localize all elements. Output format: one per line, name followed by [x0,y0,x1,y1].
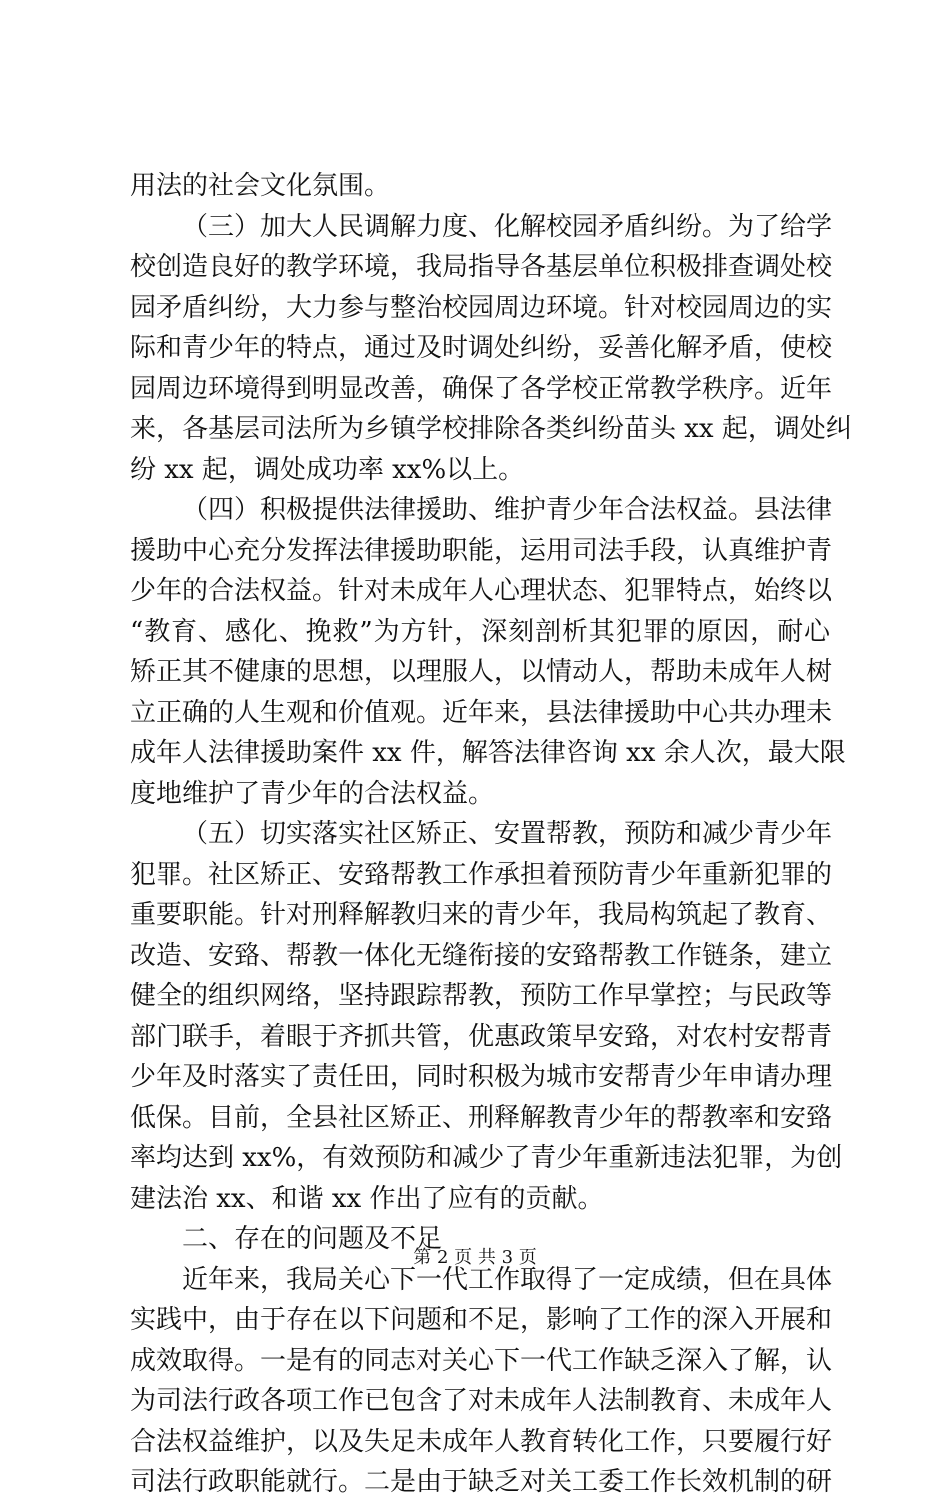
text-line: 少年的合法权益。针对未成年人心理状态、犯罪特点，始终以 [130,576,833,606]
text-line: 二、存在的问题及不足 [182,1224,443,1254]
text-line: （五）切实落实社区矫正、安置帮教，预防和减少青少年 [182,819,833,849]
text-line: 成年人法律援助案件 xx 件，解答法律咨询 xx 余人次，最大限 [130,738,846,768]
text-line: 矫正其不健康的思想，以理服人，以情动人，帮助未成年人树 [130,657,833,687]
text-line: （四）积极提供法律援助、维护青少年合法权益。县法律 [182,495,833,525]
text-line: 司法行政职能就行。二是由于缺乏对关工委工作长效机制的研 [130,1467,833,1497]
text-line: 际和青少年的特点，通过及时调处纠纷，妥善化解矛盾，使校 [130,333,833,363]
text-line: 园周边环境得到明显改善，确保了各学校正常教学秩序。近年 [130,373,833,404]
text-line: 园矛盾纠纷，大力参与整治校园周边环境。针对校园周边的实 [130,292,833,323]
text-line: 少年及时落实了责任田，同时积极为城市安帮青少年申请办理 [130,1062,833,1092]
text-line: 来，各基层司法所为乡镇学校排除各类纠纷苗头 xx 起，调处纠 [130,414,852,444]
document-body [130,166,852,1503]
text-line: 用法的社会文化氛围。 [130,171,391,201]
text-line: （三）加大人民调解力度、化解校园矛盾纠纷。为了给学 [182,211,833,242]
text-line: 健全的组织网络，坚持跟踪帮教，预防工作早掌控；与民政等 [130,981,833,1011]
text-line: 为司法行政各项工作已包含了对未成年人法制教育、未成年人 [130,1386,833,1416]
text-line: 低保。目前，全县社区矫正、刑释解教青少年的帮教率和安臵 [130,1102,833,1133]
text-line: 近年来，我局关心下一代工作取得了一定成绩，但在具体 [182,1264,833,1295]
text-line: 校创造良好的教学环境，我局指导各基层单位积极排查调处校 [130,252,833,282]
text-line: 纷 xx 起，调处成功率 xx%以上。 [130,454,525,485]
text-line: 率均达到 xx%，有效预防和减少了青少年重新违法犯罪，为创 [130,1143,843,1173]
text-line: 援助中心充分发挥法律援助职能，运用司法手段，认真维护青 [130,535,833,566]
text-line: 部门联手，着眼于齐抓共管，优惠政策早安臵，对农村安帮青 [130,1021,833,1052]
text-line: 度地维护了青少年的合法权益。 [130,778,495,809]
text-line: 立正确的人生观和价值观。近年来，县法律援助中心共办理未 [130,697,833,728]
page-footer: 第 2 页 共 3 页 [413,1247,537,1268]
text-line: 合法权益维护，以及失足未成年人教育转化工作，只要履行好 [130,1426,833,1457]
text-line: 实践中，由于存在以下问题和不足，影响了工作的深入开展和 [130,1305,833,1335]
text-line: 犯罪。社区矫正、安臵帮教工作承担着预防青少年重新犯罪的 [130,859,833,890]
text-line: “教育、感化、挽救”为方针，深刻剖析其犯罪的原因，耐心 [130,616,830,647]
text-line: 成效取得。一是有的同志对关心下一代工作缺乏深入了解，认 [130,1345,833,1376]
text-line: 重要职能。针对刑释解教归来的青少年，我局构筑起了教育、 [130,900,833,930]
text-line: 建法治 xx、和谐 xx 作出了应有的贡献。 [130,1183,604,1214]
text-line: 改造、安臵、帮教一体化无缝衔接的安臵帮教工作链条，建立 [130,940,833,971]
